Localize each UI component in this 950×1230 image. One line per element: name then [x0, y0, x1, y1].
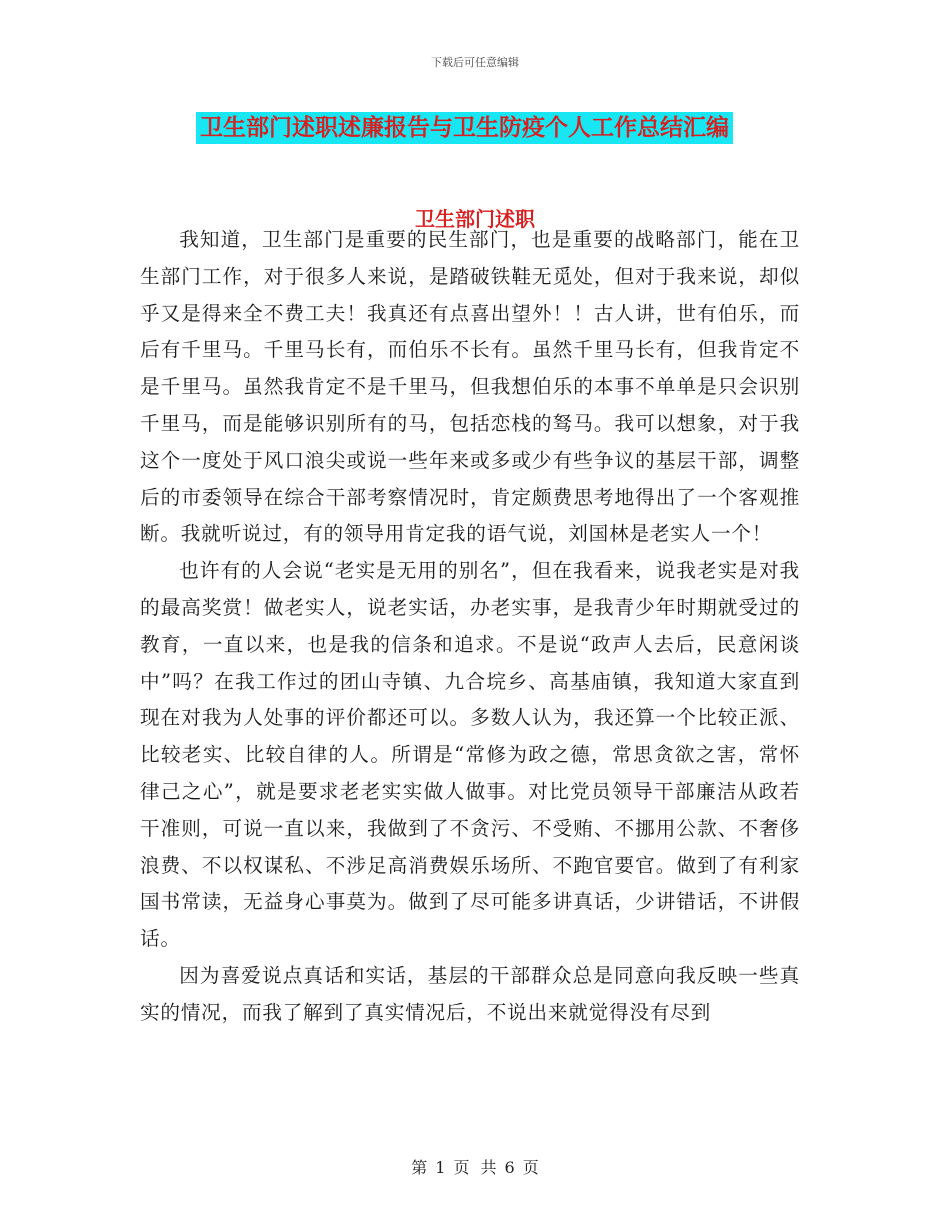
- document-body: [140, 222, 800, 1032]
- footer-prefix: 第: [411, 1158, 428, 1177]
- footer-suffix: 页: [522, 1158, 539, 1177]
- footer-middle: 页 共: [453, 1158, 497, 1177]
- paragraph-3: 因为喜爱说点真话和实话，基层的干部群众总是同意向我反映一些真实的情况，而我了解到了真实情况后，不说出来就觉得没有尽到: [140, 963, 800, 1024]
- document-title-highlight: [196, 112, 733, 144]
- paragraph-2: 也许有的人会说“老实是无用的别名”，但在我看来，说我老实是对我的最高奖赏！做老实人，说老实话，办老实事，是我青少年时期就受过的教育，一直以来，也是我的信条和追求。不是说“政声人去后，民意闲谈中”吗？在我工作过的团山寺镇、九合垸乡、高基庙镇，我知道大家直到现在对我为人处事的评价都还可以。多数人认为，我还算一个比较正派、比较老实、比较自律的人。所谓是“常修为政之德，常思贪欲之害，常怀律己之心”，就是要求老老实实做人做事。对比党员领导干部廉洁从政若干准则，可说一直以来，我做到了不贪污、不受贿、不挪用公款、不奢侈浪费、不以权谋私、不涉足高消费娱乐场所、不跑官要官。做到了有利家国书常读，无益身心事莫为。做到了尽可能多讲真话，少讲错话，不讲假话。: [140, 559, 800, 951]
- page-header-note: 下载后可任意编辑: [431, 56, 519, 69]
- document-title: 卫生部门述职述廉报告与卫生防疫个人工作总结汇编: [200, 115, 729, 141]
- paragraph-1: 我知道，卫生部门是重要的民生部门，也是重要的战略部门，能在卫生部门工作，对于很多人来说，是踏破铁鞋无觅处，但对于我来说，却似乎又是得来全不费工夫！我真还有点喜出望外！！古人讲，世有伯乐，而后有千里马。千里马长有，而伯乐不长有。虽然千里马长有，但我肯定不是千里马。虽然我肯定不是千里马，但我想伯乐的本事不单单是只会识别千里马，而是能够识别所有的马，包括恋栈的驽马。我可以想象，对于我这个一度处于风口浪尖或说一些年来或多或少有些争议的基层干部，调整后的市委领导在综合干部考察情况时，肯定颇费思考地得出了一个客观推断。我就听说过，有的领导用肯定我的语气说，刘国林是老实人一个！: [140, 228, 800, 546]
- page-footer: [0, 1155, 950, 1178]
- footer-page-number: 1: [435, 1158, 446, 1177]
- section-title: 卫生部门述职: [415, 207, 535, 231]
- footer-total-pages: 6: [504, 1158, 515, 1177]
